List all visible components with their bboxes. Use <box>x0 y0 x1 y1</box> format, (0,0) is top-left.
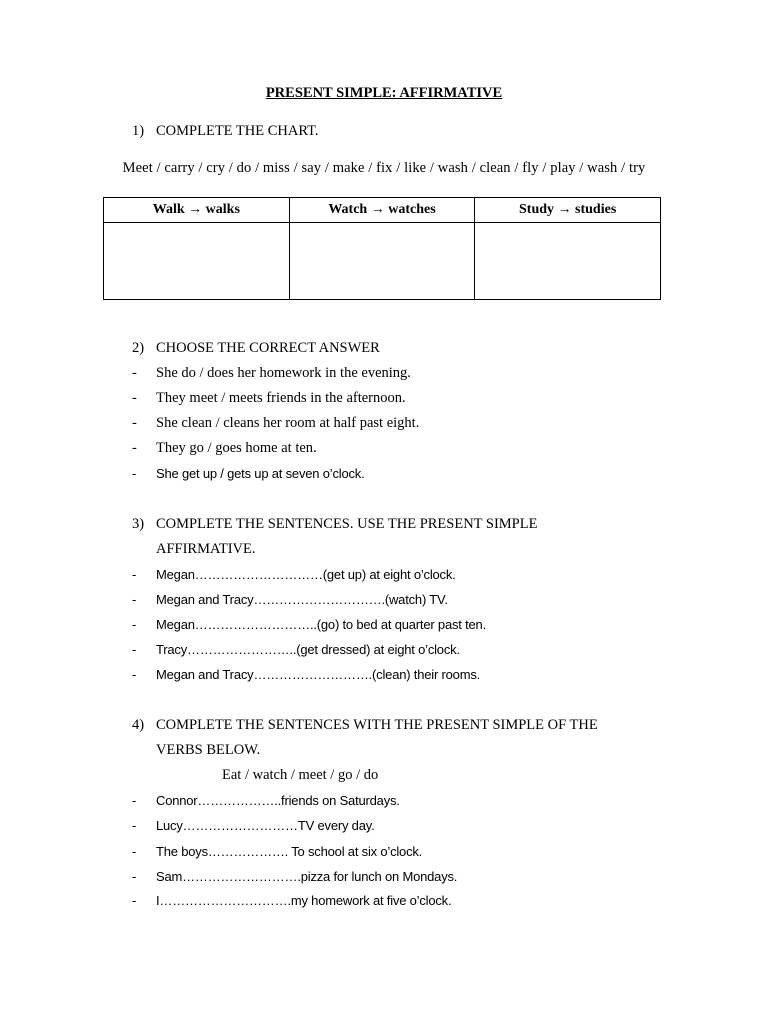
list-item-text: She clean / cleans her room at half past eight. <box>156 415 420 431</box>
list-item <box>132 390 406 407</box>
list-item-text: They meet / meets friends in the afternoon. <box>156 390 406 406</box>
list-item <box>132 818 375 833</box>
chart-cell-walk[interactable] <box>104 223 290 300</box>
list-item-text: Sam……………………….pizza for lunch on Mondays. <box>156 869 458 884</box>
list-item-text: She do / does her homework in the evening. <box>156 365 411 381</box>
bullet: - <box>132 818 137 833</box>
list-item <box>132 893 451 908</box>
section-title: COMPLETE THE SENTENCES WITH THE PRESENT SIMPLE OF THE <box>156 717 598 733</box>
list-item-text: Tracy……………………..(get dressed) at eight o’clock. <box>156 642 460 657</box>
list-item-text: She get up / gets up at seven o’clock. <box>156 466 365 481</box>
verb-word-list: Meet / carry / cry / do / miss / say / make / fix / like / wash / clean / fly / play / wash / try <box>122 160 646 176</box>
section-number: 3) <box>132 516 145 532</box>
verb-chart <box>103 197 661 300</box>
bullet: - <box>132 390 137 406</box>
section-4-heading-continued: VERBS BELOW. <box>156 742 261 758</box>
page-title: PRESENT SIMPLE: AFFIRMATIVE <box>265 85 503 101</box>
bullet: - <box>132 592 137 607</box>
list-item-text: Connor………………..friends on Saturdays. <box>156 793 400 808</box>
bullet: - <box>132 567 137 582</box>
list-item <box>132 365 411 382</box>
list-item-text: The boys………………. To school at six o’clock. <box>156 844 423 859</box>
list-item-text: Megan………………………..(go) to bed at quarter past ten. <box>156 617 486 632</box>
list-item <box>132 466 364 481</box>
chart-cell-watch[interactable] <box>289 223 475 300</box>
list-item <box>132 642 460 657</box>
bullet: - <box>132 793 137 808</box>
list-item-text: Lucy………………………TV every day. <box>156 818 375 833</box>
section-3-heading <box>132 516 537 533</box>
chart-header-watch: Watch → watches <box>289 198 475 223</box>
section-3-heading-continued: AFFIRMATIVE. <box>156 541 256 557</box>
bullet: - <box>132 667 137 682</box>
verb-word-bank: Eat / watch / meet / go / do <box>222 767 379 783</box>
section-number: 2) <box>132 340 145 356</box>
section-4-heading <box>132 717 598 734</box>
bullet: - <box>132 893 137 908</box>
bullet: - <box>132 617 137 632</box>
section-number: 1) <box>132 123 145 139</box>
list-item <box>132 617 486 632</box>
list-item-text: I………………………….my homework at five o’clock. <box>156 893 452 908</box>
section-title: CHOOSE THE CORRECT ANSWER <box>156 340 380 356</box>
section-number: 4) <box>132 717 145 733</box>
list-item <box>132 869 457 884</box>
bullet: - <box>132 440 137 456</box>
list-item <box>132 415 419 432</box>
list-item <box>132 440 317 457</box>
list-item-text: Megan…………………………(get up) at eight o’clock. <box>156 567 456 582</box>
bullet: - <box>132 415 137 431</box>
section-1-heading <box>132 123 319 140</box>
bullet: - <box>132 365 137 381</box>
section-2-heading <box>132 340 380 357</box>
bullet: - <box>132 466 137 481</box>
list-item <box>132 567 456 582</box>
list-item <box>132 592 448 607</box>
list-item-text: They go / goes home at ten. <box>156 440 317 456</box>
list-item <box>132 844 422 859</box>
bullet: - <box>132 869 137 884</box>
section-title: COMPLETE THE CHART. <box>156 123 319 139</box>
chart-header-walk: Walk → walks <box>104 198 290 223</box>
section-title: COMPLETE THE SENTENCES. USE THE PRESENT SIMPLE <box>156 516 538 532</box>
list-item-text: Megan and Tracy………………………….(watch) TV. <box>156 592 448 607</box>
chart-cell-study[interactable] <box>475 223 661 300</box>
list-item-text: Megan and Tracy……………………….(clean) their rooms. <box>156 667 481 682</box>
chart-header-study: Study → studies <box>475 198 661 223</box>
list-item <box>132 667 480 682</box>
bullet: - <box>132 844 137 859</box>
bullet: - <box>132 642 137 657</box>
list-item <box>132 793 400 808</box>
